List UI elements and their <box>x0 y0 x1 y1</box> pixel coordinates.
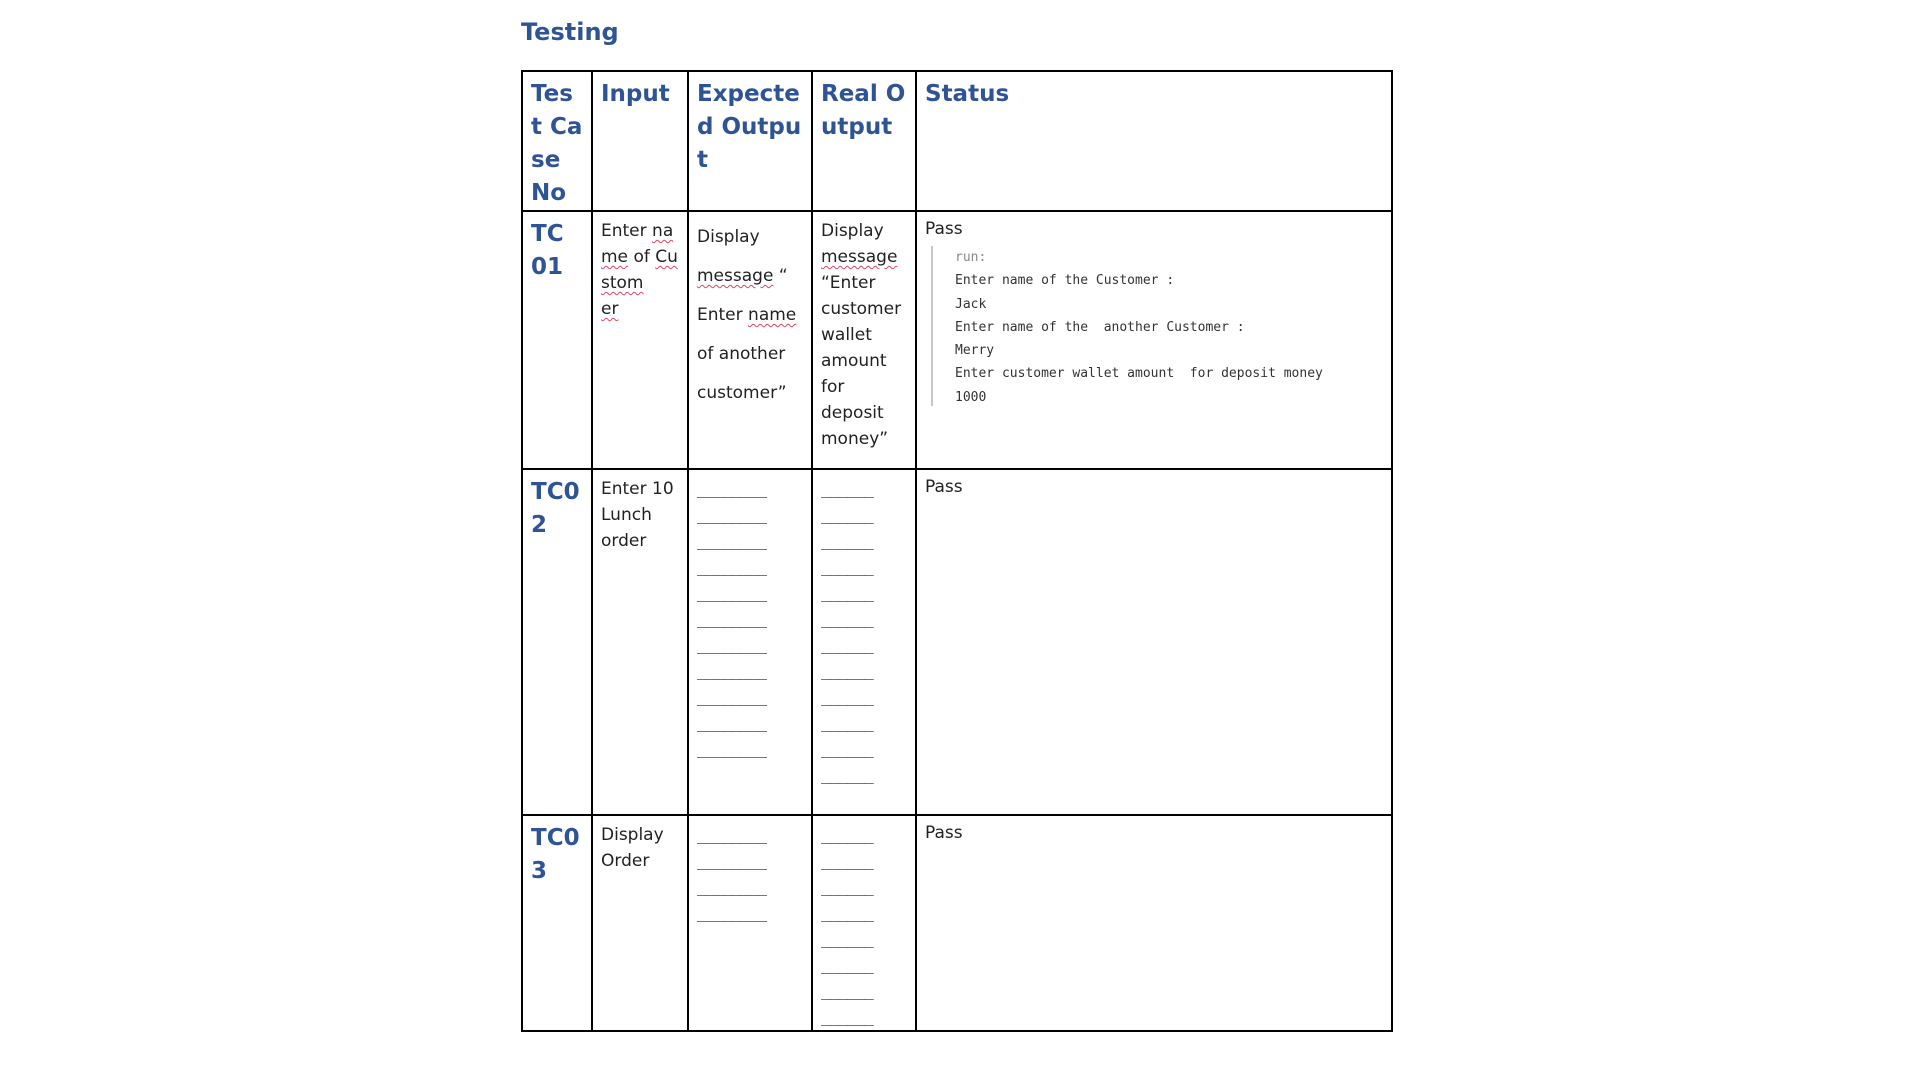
blank-line: ______ <box>821 609 873 628</box>
expected-output-cell <box>688 469 812 815</box>
status-text: Pass <box>925 477 963 497</box>
blank-line: ________ <box>697 505 767 524</box>
test-case-id-cell <box>522 469 592 815</box>
test-case-id: TC03 <box>531 825 580 884</box>
input-cell <box>592 815 688 1031</box>
real-blank-lines <box>821 476 907 788</box>
blank-line: ________ <box>697 687 767 706</box>
real-output-text <box>821 218 907 452</box>
expected-word: “ <box>778 266 788 286</box>
blank-line: ______ <box>821 583 873 602</box>
blank-line: ______ <box>821 825 873 844</box>
input-word: Custom <box>601 247 678 293</box>
expected-output-cell <box>688 211 812 469</box>
console-line: Enter name of the another Customer : <box>955 319 1245 335</box>
input-text <box>601 218 679 322</box>
section-heading: Testing <box>521 18 619 46</box>
console-output <box>931 246 1383 406</box>
header-expected-output: Expected Output <box>688 71 812 211</box>
status-cell <box>916 211 1392 469</box>
blank-line: ______ <box>821 687 873 706</box>
input-word: of <box>633 247 650 267</box>
real-blank-lines <box>821 822 907 1030</box>
blank-line: ______ <box>821 713 873 732</box>
test-case-id-cell <box>522 815 592 1031</box>
blank-line: ________ <box>697 661 767 680</box>
test-case-id-cell <box>522 211 592 469</box>
console-line: run: <box>955 250 987 265</box>
input-cell <box>592 211 688 469</box>
status-text: Pass <box>925 823 963 843</box>
blank-line: ______ <box>821 1007 873 1026</box>
expected-word: of another <box>697 344 786 364</box>
blank-line: ______ <box>821 765 873 784</box>
blank-line: ______ <box>821 739 873 758</box>
real-word: message <box>821 247 898 267</box>
blank-line: ______ <box>821 479 873 498</box>
console-line: 1000 <box>955 389 987 405</box>
blank-line: ______ <box>821 557 873 576</box>
real-output-cell <box>812 469 916 815</box>
console-line: Enter customer wallet amount for deposit money <box>955 366 1323 382</box>
expected-word: name <box>748 305 797 325</box>
real-word: Display <box>821 221 884 241</box>
blank-line: ________ <box>697 479 767 498</box>
status-cell <box>916 815 1392 1031</box>
blank-line: ________ <box>697 583 767 602</box>
status-text: Pass <box>925 219 963 239</box>
header-input: Input <box>592 71 688 211</box>
expected-word: message <box>697 266 774 286</box>
blank-line: ________ <box>697 609 767 628</box>
table-row <box>522 211 1392 469</box>
blank-line: ________ <box>697 635 767 654</box>
blank-line: ______ <box>821 981 873 1000</box>
blank-line: ______ <box>821 903 873 922</box>
blank-line: ______ <box>821 661 873 680</box>
blank-line: ________ <box>697 713 767 732</box>
blank-line: ________ <box>697 877 767 896</box>
expected-output-text <box>697 218 803 413</box>
blank-line: ______ <box>821 877 873 896</box>
test-case-id: TC02 <box>531 479 580 538</box>
test-case-table <box>521 70 1393 1032</box>
expected-word: customer” <box>697 383 787 403</box>
header-real-output: Real Output <box>812 71 916 211</box>
expected-word: Enter <box>697 305 743 325</box>
input-text: Display Order <box>601 825 664 871</box>
real-word: “Enter customer wallet amount for deposit money” <box>821 273 902 449</box>
blank-line: ______ <box>821 955 873 974</box>
expected-word: Display <box>697 227 760 247</box>
blank-line: ________ <box>697 825 767 844</box>
blank-line: ______ <box>821 635 873 654</box>
console-line: Merry <box>955 343 995 359</box>
blank-line: ______ <box>821 531 873 550</box>
input-word: Enter <box>601 221 647 241</box>
header-status: Status <box>916 71 1392 211</box>
table-header-row <box>522 71 1392 211</box>
status-cell <box>916 469 1392 815</box>
blank-line: ________ <box>697 903 767 922</box>
blank-line: ________ <box>697 851 767 870</box>
blank-line: ________ <box>697 531 767 550</box>
real-output-cell <box>812 211 916 469</box>
blank-line: ________ <box>697 557 767 576</box>
header-test-case-no: Test Case No <box>522 71 592 211</box>
input-word: name <box>601 221 674 267</box>
blank-line: ______ <box>821 851 873 870</box>
expected-output-cell <box>688 815 812 1031</box>
console-line: Jack <box>955 296 987 312</box>
real-output-cell <box>812 815 916 1031</box>
expected-blank-lines <box>697 822 803 926</box>
test-case-id: TC 01 <box>531 221 564 280</box>
blank-line: ______ <box>821 929 873 948</box>
expected-blank-lines <box>697 476 803 762</box>
input-text: Enter 10 Lunch order <box>601 479 674 551</box>
table-row <box>522 469 1392 815</box>
input-cell <box>592 469 688 815</box>
input-word: er <box>601 299 619 319</box>
table-row <box>522 815 1392 1031</box>
blank-line: ______ <box>821 505 873 524</box>
console-line: Enter name of the Customer : <box>955 273 1175 289</box>
blank-line: ________ <box>697 739 767 758</box>
